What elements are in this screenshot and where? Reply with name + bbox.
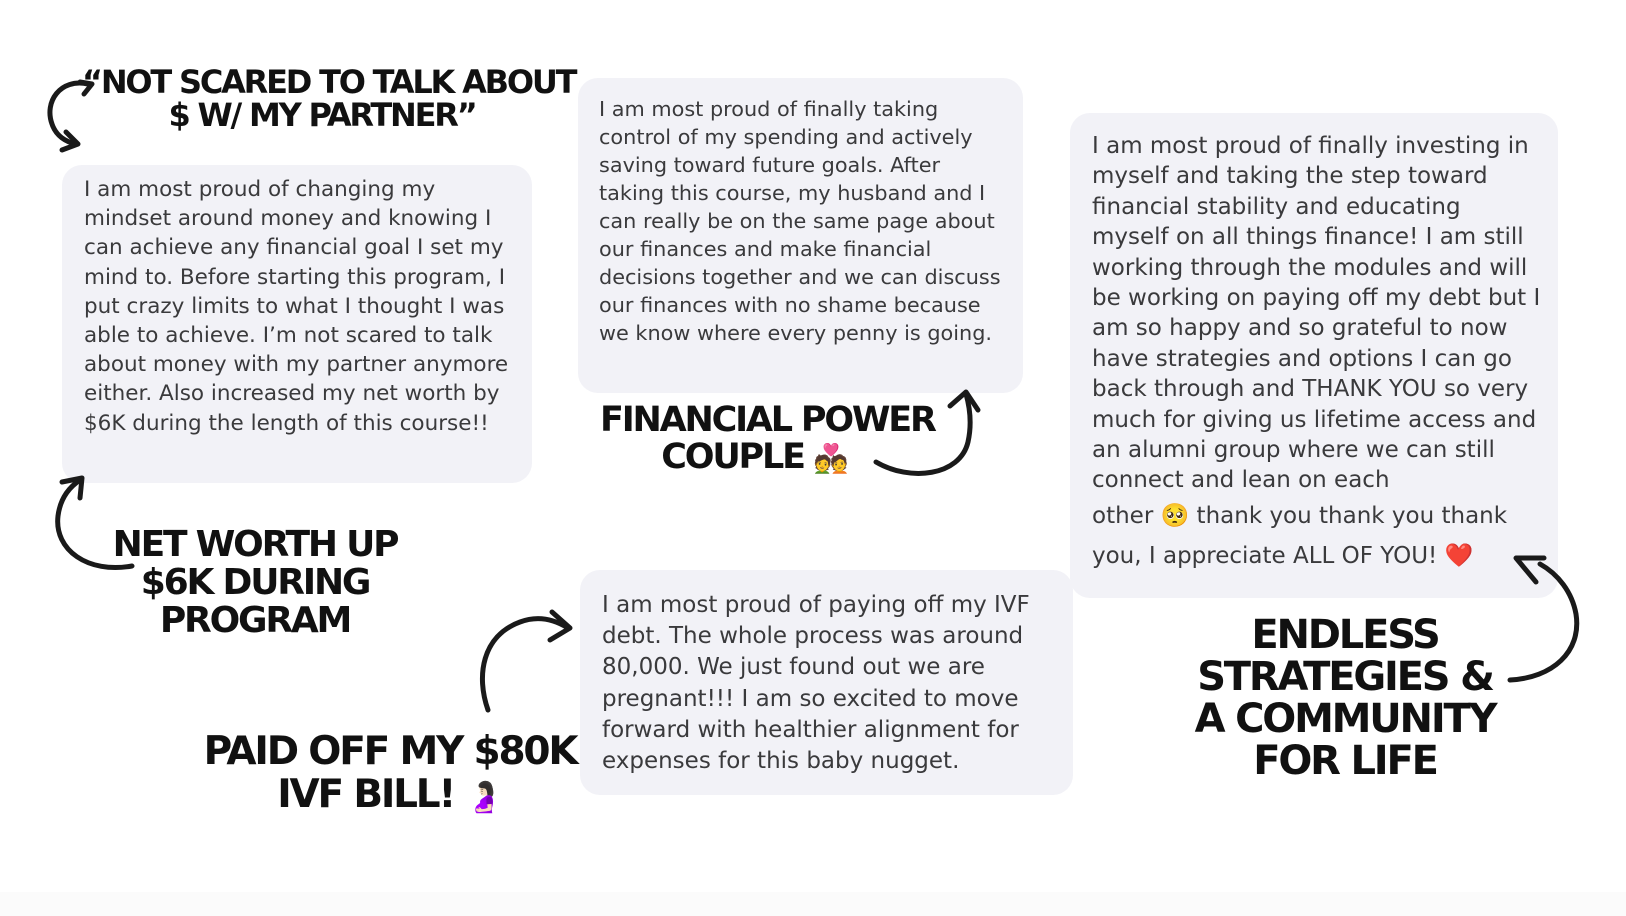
testimonial-text bbox=[1092, 131, 1544, 576]
curved-arrow-icon bbox=[870, 386, 990, 486]
callout-couple bbox=[600, 400, 935, 477]
callout-line: PROGRAM bbox=[159, 600, 351, 641]
callout-line: PAID OFF MY $80K bbox=[203, 729, 577, 774]
callout-networth bbox=[110, 526, 400, 640]
testimonial-bubble-partner bbox=[62, 165, 532, 483]
callout-line bbox=[600, 439, 910, 477]
curved-arrow-icon bbox=[470, 606, 580, 716]
callout-line bbox=[200, 773, 580, 819]
callout-line: NET WORTH UP bbox=[112, 524, 398, 565]
bottom-strip bbox=[0, 892, 1626, 916]
testimonial-text-main: I am most proud of finally investing in myself and taking the step toward financial stability and educating myself on all things finance! I am still working through the modules and will be working on paying off my debt but I am so happy and so grateful to now have strategies and options I can go back through and THANK YOU so very much for giving us lifetime access and an alumni group where we can still connect and lean on each bbox=[1092, 133, 1541, 494]
pleading-face-emoji-icon: 🥺 bbox=[1160, 502, 1190, 529]
testimonial-text-part: you, I appreciate ALL OF YOU! bbox=[1092, 542, 1438, 569]
testimonial-text: I am most proud of changing my mindset around money and knowing I can achieve any financial goal I set my mind to. Before starting this program, I put crazy limits to what I thought I was able to achieve. I’m not scared to talk about money with my partner anymore either. Also increased my net worth by $6K during the length of this course!! bbox=[84, 177, 509, 436]
curved-arrow-icon bbox=[48, 470, 138, 590]
callout-line: FINANCIAL POWER bbox=[600, 400, 935, 440]
couple-emoji-icon: 💑 bbox=[813, 442, 849, 475]
callout-line: ENDLESS bbox=[1251, 612, 1439, 658]
callout-line: $ W/ MY PARTNER” bbox=[168, 96, 476, 134]
callout-line: FOR LIFE bbox=[1253, 738, 1437, 784]
callout-line: STRATEGIES & bbox=[1197, 654, 1493, 700]
red-heart-emoji-icon: ❤️ bbox=[1444, 542, 1474, 569]
callout-line: $6K DURING bbox=[140, 562, 370, 603]
testimonial-text-part: other bbox=[1092, 502, 1154, 529]
callout-partner bbox=[82, 63, 576, 134]
testimonial-bubble-couple bbox=[578, 78, 1023, 393]
pregnant-woman-emoji-icon: 🤰🏻 bbox=[465, 780, 503, 815]
testimonial-text: I am most proud of paying off my IVF debt. The whole process was around 80,000. We just found out we are pregnant!!! I am so excited to move forward with healthier alignment for expenses for this baby nugget. bbox=[602, 592, 1030, 775]
callout-text: COUPLE bbox=[661, 437, 804, 477]
curved-arrow-icon bbox=[40, 72, 100, 162]
curved-arrow-icon bbox=[1502, 552, 1592, 692]
callout-community bbox=[1180, 614, 1510, 782]
testimonial-text-part: thank you thank you thank bbox=[1196, 502, 1508, 529]
testimonial-bubble-ivf bbox=[580, 570, 1073, 795]
testimonial-text: I am most proud of finally taking control of my spending and actively saving toward future goals. After taking this course, my husband and I can really be on the same page about our finances and make financial decisions together and we can discuss our finances with no shame because we know where every penny is going. bbox=[599, 97, 1001, 345]
callout-line: A COMMUNITY bbox=[1194, 696, 1496, 742]
callout-line: “NOT SCARED TO TALK ABOUT bbox=[82, 63, 576, 101]
callout-text: IVF BILL! bbox=[277, 772, 455, 817]
testimonial-bubble-lifetime bbox=[1070, 113, 1558, 598]
callout-ivf bbox=[200, 730, 580, 819]
